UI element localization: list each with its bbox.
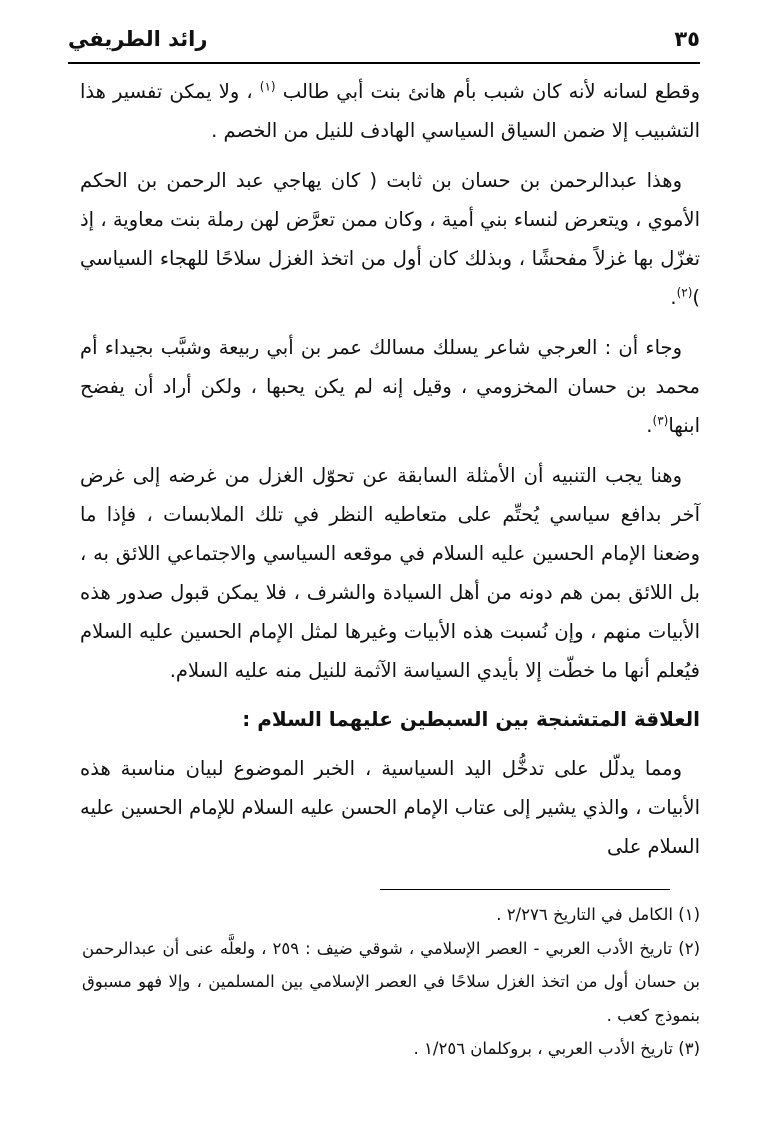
page-number: ٣٥ <box>674 27 700 51</box>
paragraph-5: ومما يدلّل على تدخُّل اليد السياسية ، الخبر الموضوع لبيان مناسبة هذه الأبيات ، والذي يشير إلى عتاب الإمام الحسن عليه السلام للإمام الحسين عليه السلام على <box>80 757 700 858</box>
running-title: رائد الطريفي <box>68 27 208 51</box>
footnote-ref-2: (٢) <box>676 285 693 300</box>
paragraph-3: وجاء أن : العرجي شاعر يسلك مسالك عمر بن أبي ربيعة وشبَّب بجيداء أم محمد بن حسان المخزومي ، وقيل إنه لم يكن يحبها ، ولكن أراد أن يفضح ابنها$^{(٣)}$. <box>80 336 700 437</box>
footnote-ref-1: (١) <box>259 79 276 94</box>
paragraph-2: وهذا عبدالرحمن بن حسان بن ثابت ( كان يهاجي عبد الرحمن بن الحكم الأموي ، ويتعرض لنساء بني أمية ، وكان ممن تعرَّض لهن رملة بنت معاوية ، إذ تغزّل بها غزلاً مفحشًا ، وبذلك كان أول من اتخذ الغزل سلاحًا للهجاء السياسي )$^{(٢)}$. <box>80 169 700 309</box>
footnote-2: (٢) تاريخ الأدب العربي - العصر الإسلامي ، شوقي ضيف : ٢٥٩ ، ولعلَّه عنى أن عبدالرحمن بن حسان أول من اتخذ الغزل سلاحًا في العصر الإسلامي بين المسلمين ، وإلا فهو مسبوق بنموذج كعب . <box>82 938 700 1025</box>
footnotes <box>82 898 700 1066</box>
footnote-ref-3: (٣) <box>652 413 669 428</box>
footnote-3: (٣) تاريخ الأدب العربي ، بروكلمان ١/٢٥٦ . <box>413 1039 700 1058</box>
header-divider <box>68 62 700 64</box>
main-text <box>80 72 700 877</box>
paragraph-4: وهنا يجب التنبيه أن الأمثلة السابقة عن تحوّل الغزل من غرضه إلى غرض آخر بدافع سياسي يُحتِّم على متعاطيه النظر في تلك الملابسات ، فإذا ما وضعنا الإمام الحسين عليه السلام في موقعه السياسي والاجتماعي اللائق به ، بل اللائق بمن هم دونه من أهل السيادة والشرف ، فلا يمكن قبول صدور هذه الأبيات منهم ، وإن نُسبت هذه الأبيات وغيرها لمثل الإمام الحسين عليه السلام فيُعلم أنها ما خطّت إلا بأيدي السياسة الآثمة للنيل منه عليه السلام. <box>80 464 700 682</box>
section-heading: العلاقة المتشنجة بين السبطين عليهما السلام : <box>242 707 700 731</box>
footnote-divider <box>380 889 670 890</box>
paragraph-1: وقطع لسانه لأنه كان شبب بأم هانئ بنت أبي طالب $^{(١)}$ ، ولا يمكن تفسير هذا التشبيب إلا ضمن السياق السياسي الهادف للنيل من الخصم . <box>80 79 700 142</box>
page-header <box>68 22 700 56</box>
footnote-1: (١) الكامل في التاريخ ٢/٢٧٦ . <box>496 905 700 924</box>
